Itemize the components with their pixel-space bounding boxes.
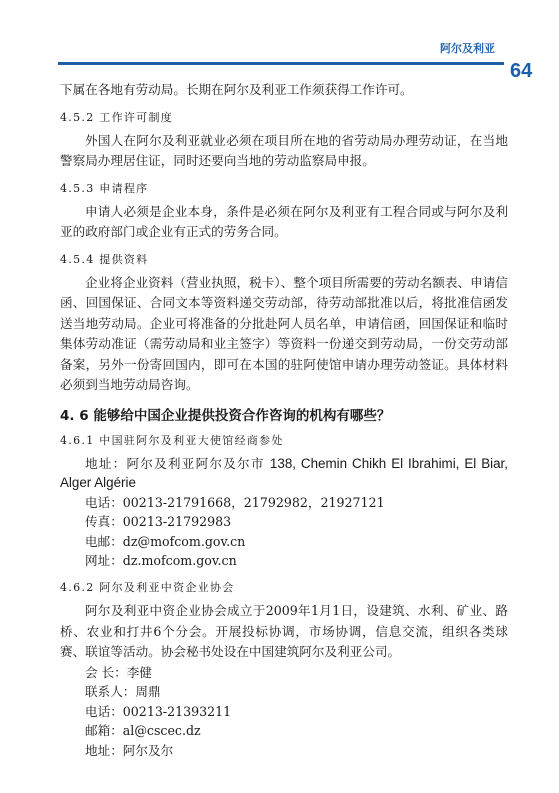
embassy-address bbox=[60, 454, 508, 493]
paragraph-4-5-2: 外国人在阿尔及利亚就业必须在项目所在地的省劳动局办理劳动证，在当地警察局办理居住证，同时还要向当地的劳动监察局申报。 bbox=[60, 132, 508, 168]
embassy-website: 网址：dz.mofcom.gov.cn bbox=[85, 553, 237, 569]
running-header-country: 阿尔及利亚 bbox=[440, 42, 495, 55]
header-rule bbox=[58, 62, 504, 65]
heading-4-5-4: 4.5.4 提供资料 bbox=[60, 252, 149, 266]
heading-4-6-2: 4.6.2 阿尔及利亚中资企业协会 bbox=[60, 581, 235, 595]
embassy-phone: 电话：00213-21791668，21792982，21927121 bbox=[85, 494, 385, 510]
association-email: 邮箱：al@cscec.dz bbox=[85, 723, 201, 739]
embassy-fax: 传真：00213-21792983 bbox=[85, 514, 232, 530]
heading-4-5-2: 4.5.2 工作许可制度 bbox=[60, 110, 174, 124]
page-number: 64 bbox=[510, 60, 533, 82]
embassy-address-latin: 138, Chemin Chikh El Ibrahimi, El Biar, Alger Algérie bbox=[60, 455, 508, 491]
paragraph-4-5-3: 申请人必须是企业本身，条件是必须在阿尔及利亚有工程合同或与阿尔及利亚的政府部门或企业有正式的劳务合同。 bbox=[60, 203, 508, 239]
paragraph-4-5-4: 企业将企业资料（营业执照，税卡）、整个项目所需要的劳动名额表、申请信函、回国保证、合同文本等资料递交劳动部，待劳动部批准以后，将批准信函发送当地劳动局。企业可将准备的分批赴阿人员名单，申请信函，回国保证和临时集体劳动准证（需劳动局和业主签字）等资料一份递交到劳动局，一份交劳动部备案，另外一份寄回国内，即可在本国的驻阿使馆申请办理劳动签证。具体材料必须到当地劳动局咨询。 bbox=[60, 274, 508, 392]
heading-4-6-1: 4.6.1 中国驻阿尔及利亚大使馆经商参处 bbox=[60, 433, 284, 447]
association-contact: 联系人：周鼎 bbox=[85, 684, 161, 700]
page-body bbox=[60, 80, 508, 761]
intro-paragraph: 下属在各地有劳动局。长期在阿尔及利亚工作须获得工作许可。 bbox=[60, 82, 413, 97]
embassy-address-label: 地址：阿尔及利亚阿尔及尔市 bbox=[85, 455, 265, 471]
association-phone: 电话：00213-21393211 bbox=[85, 703, 232, 719]
embassy-email: 电邮：dz@mofcom.gov.cn bbox=[85, 533, 246, 549]
paragraph-4-6-2: 阿尔及利亚中资企业协会成立于2009年1月1日，设建筑、水利、矿业、路桥、农业和打井6个分会。开展投标协调，市场协调，信息交流，组织各类球赛、联谊等活动。协会秘书处设在中国建筑阿尔及利亚公司。 bbox=[60, 603, 508, 660]
association-address: 地址：阿尔及尔 bbox=[85, 742, 174, 758]
association-president: 会 长：李健 bbox=[85, 664, 152, 680]
heading-4-5-3: 4.5.3 申请程序 bbox=[60, 181, 149, 195]
section-heading-4-6: 4. 6 能够给中国企业提供投资合作咨询的机构有哪些？ bbox=[60, 407, 391, 424]
